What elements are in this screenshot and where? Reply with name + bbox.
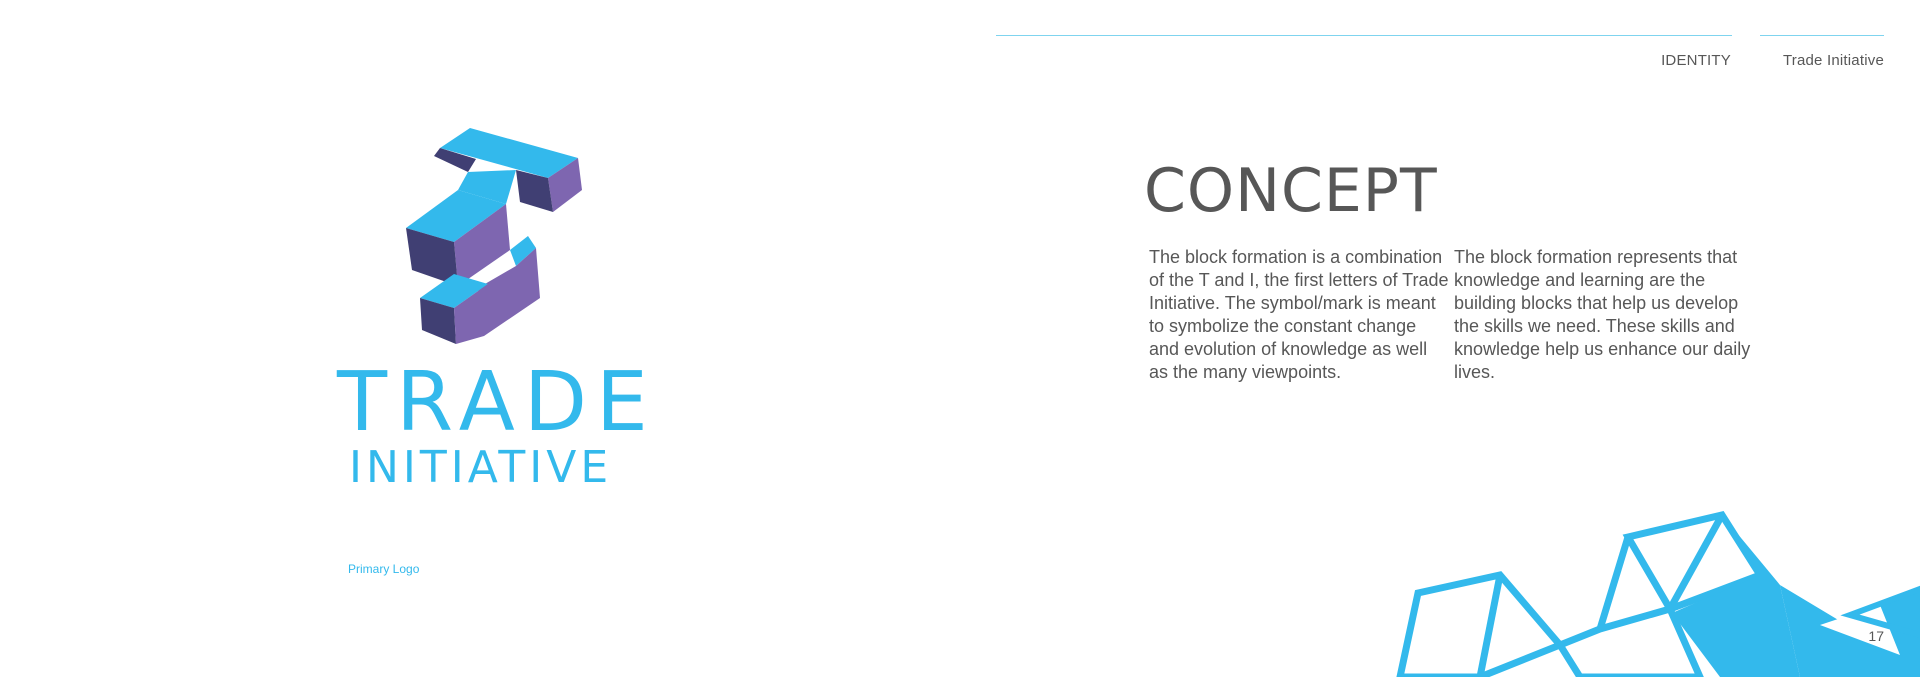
concept-heading: CONCEPT	[1144, 156, 1438, 226]
concept-paragraph-2: The block formation represents that knowledge and learning are the building blocks that help us develop the skills we need. These skills and knowledge help us enhance our daily lives.	[1454, 247, 1751, 382]
logo-wordmark-trade: TRADE	[337, 355, 657, 450]
decorative-cubes-graphic	[1380, 505, 1920, 677]
header-rule-right	[1760, 35, 1884, 36]
concept-paragraph-1: The block formation is a combination of the T and I, the first letters of Trade Initiative. The symbol/mark is meant to symbolize the constant change and evolution of knowledge as well as the many viewpoints.	[1149, 247, 1449, 382]
logo-caption: Primary Logo	[348, 562, 420, 576]
header-section-label: IDENTITY	[1661, 52, 1731, 69]
header-rule-left	[996, 35, 1732, 36]
trade-initiative-logo-mark	[398, 118, 598, 358]
header-brand-label: Trade Initiative	[1782, 52, 1884, 69]
page-number: 17	[1868, 628, 1884, 644]
logo-wordmark-initiative: INITIATIVE	[349, 442, 613, 493]
